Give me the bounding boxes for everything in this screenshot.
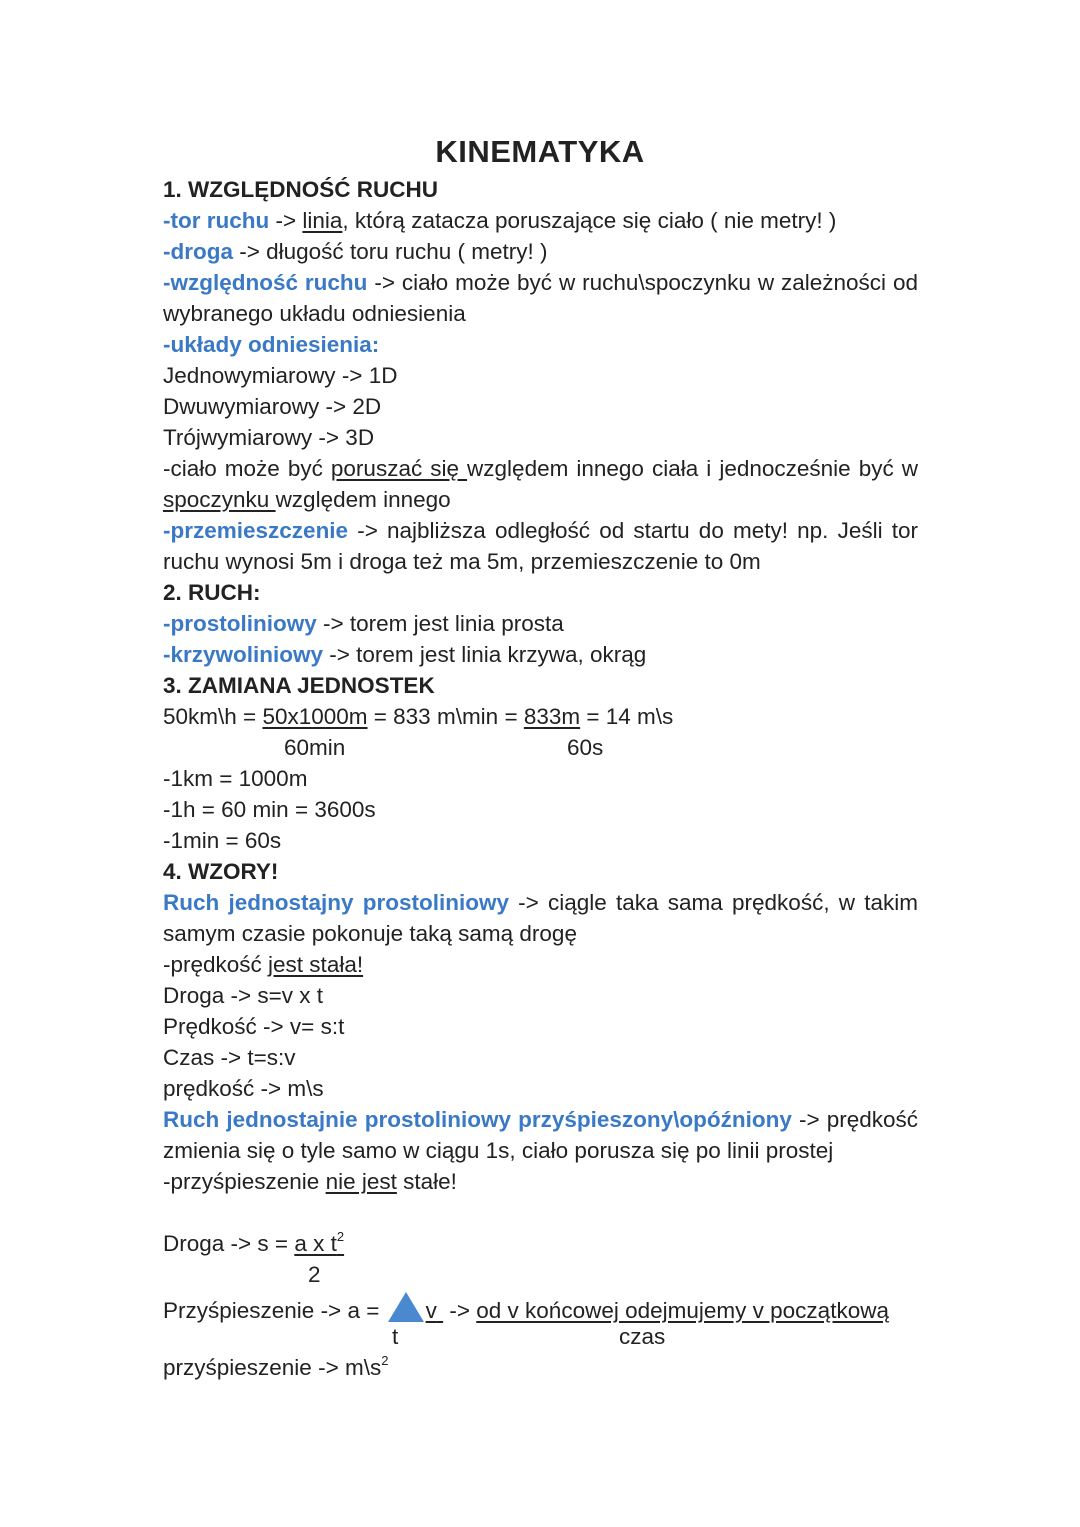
cialo-text-b: względem innego ciała i jednocześnie być w	[467, 456, 918, 481]
conversion-km: -1km = 1000m	[163, 766, 308, 791]
prostoliniowy-line	[163, 608, 918, 639]
fraction-denominator-1: 60min	[284, 735, 346, 760]
uklad-2d: Dwuwymiarowy -> 2D	[163, 394, 382, 419]
prostoliniowy-definition: -> torem jest linia prosta	[316, 611, 564, 636]
droga-formula-prefix: Droga -> s =	[163, 1231, 295, 1256]
wzglednosc-line	[163, 267, 918, 298]
term-przemieszczenie: -przemieszczenie	[163, 518, 349, 543]
ruch-jednostajny-line	[163, 887, 918, 918]
wzglednosc-definition: -> ciało może być w ruchu\spoczynku w zależności od	[367, 270, 919, 295]
delta-v-numerator	[386, 1298, 444, 1323]
uklad-3d: Trójwymiarowy -> 3D	[163, 425, 375, 450]
term-ruch-jednostajny: Ruch jednostajny prostoliniowy	[163, 890, 509, 915]
uklad-1d: Jednowymiarowy -> 1D	[163, 363, 398, 388]
term-krzywoliniowy: -krzywoliniowy	[163, 642, 324, 667]
droga-line	[163, 236, 918, 267]
tor-ruchu-definition: , którą zatacza poruszające się ciało ( nie metry! )	[342, 208, 837, 233]
przyspieszenie-text-b: stałe!	[396, 1169, 457, 1194]
predkosc-stala-line	[163, 949, 918, 980]
arrow-text: ->	[269, 208, 303, 233]
droga-numerator-text: a x t	[294, 1231, 337, 1256]
section-3-heading: 3. ZAMIANA JEDNOSTEK	[163, 673, 435, 698]
formula-predkosc: Prędkość -> v= s:t	[163, 1014, 345, 1039]
droga-definition: -> długość toru ruchu ( metry! )	[233, 239, 548, 264]
underlined-linia: linia	[302, 208, 343, 233]
section-1-heading: 1. WZGLĘDNOŚĆ RUCHU	[163, 177, 438, 202]
fraction-numerator-1: 50x1000m	[262, 704, 368, 729]
cialo-line	[163, 453, 918, 484]
underlined-poruszac-sie: poruszać się	[330, 456, 468, 481]
cialo-text-a: -ciało może być	[163, 456, 331, 481]
droga-formula-numerator	[294, 1228, 345, 1256]
unit-conversion-equation	[163, 701, 918, 732]
przyspieszenie-arrow: ->	[443, 1298, 477, 1323]
underlined-spoczynku: spoczynku	[163, 487, 276, 512]
term-wzglednosc-ruchu: -względność ruchu	[163, 270, 368, 295]
uklady-line	[163, 329, 918, 360]
unit-przyspieszenie-exponent: 2	[381, 1352, 389, 1368]
ruch-przyspieszony-line	[163, 1104, 918, 1135]
ruch-jednostajny-definition: -> ciągle taka sama prędkość, w takim	[508, 890, 919, 915]
krzywoliniowy-line	[163, 639, 918, 670]
przemieszczenie-definition: -> najbliższa odległość od startu do mety! np. Jeśli tor	[348, 518, 918, 543]
unit-przyspieszenie	[163, 1352, 918, 1383]
fraction-numerator-2: 833m	[523, 704, 581, 729]
wzglednosc-line-2: wybranego układu odniesienia	[163, 301, 466, 326]
przyspieszenie-denominator-czas: czas	[619, 1324, 666, 1349]
krzywoliniowy-definition: -> torem jest linia krzywa, okrąg	[323, 642, 647, 667]
formula-przyspieszenie	[163, 1290, 918, 1321]
przemieszczenie-line	[163, 515, 918, 546]
document-body	[163, 174, 918, 1383]
fraction-denominator-2: 60s	[567, 735, 604, 760]
term-tor-ruchu: -tor ruchu	[163, 208, 270, 233]
droga-formula-denominator: 2	[308, 1262, 321, 1287]
przyspieszenie-text-a: -przyśpieszenie	[163, 1169, 326, 1194]
page-title: KINEMATYKA	[435, 134, 645, 169]
equation-denominators	[163, 732, 918, 763]
term-uklady-odniesienia: -układy odniesienia:	[163, 332, 380, 357]
droga-exponent: 2	[336, 1228, 345, 1244]
underlined-jest-stala: jest stała!	[268, 952, 364, 977]
formula-czas: Czas -> t=s:v	[163, 1045, 296, 1070]
formula-droga-accelerated	[163, 1228, 918, 1259]
tor-ruchu-line	[163, 205, 918, 236]
cialo-text-c: względem innego	[275, 487, 451, 512]
przyspieszenie-niestale-line	[163, 1166, 918, 1197]
przyspieszenie-denominator-t: t	[392, 1324, 399, 1349]
spacer	[163, 1197, 918, 1228]
przemieszczenie-line-2: ruchu wynosi 5m i droga też ma 5m, przemieszczenie to 0m	[163, 549, 761, 574]
term-prostoliniowy: -prostoliniowy	[163, 611, 317, 636]
section-2-heading: 2. RUCH:	[163, 580, 261, 605]
term-droga: -droga	[163, 239, 233, 264]
ruch-jednostajny-line-2: samym czasie pokonuje taką samą drogę	[163, 921, 577, 946]
conversion-min: -1min = 60s	[163, 828, 282, 853]
predkosc-text: -prędkość	[163, 952, 269, 977]
formula-droga: Droga -> s=v x t	[163, 983, 324, 1008]
equation-part-a: 50km\h =	[163, 704, 263, 729]
droga-formula-denominator-row	[163, 1259, 918, 1290]
equation-part-c: = 14 m\s	[580, 704, 674, 729]
przyspieszenie-denominators	[163, 1321, 918, 1352]
conversion-h: -1h = 60 min = 3600s	[163, 797, 376, 822]
przyspieszenie-formula-prefix: Przyśpieszenie -> a =	[163, 1298, 386, 1323]
ruch-przyspieszony-line-2: zmienia się o tyle samo w ciągu 1s, ciało porusza się po linii prostej	[163, 1138, 834, 1163]
delta-v-letter: v	[425, 1298, 437, 1323]
unit-przyspieszenie-text: przyśpieszenie -> m\s	[163, 1355, 382, 1380]
cialo-line-2	[163, 484, 918, 515]
unit-predkosc: prędkość -> m\s	[163, 1076, 324, 1101]
underlined-nie-jest: nie jest	[325, 1169, 397, 1194]
equation-part-b: = 833 m\min =	[367, 704, 524, 729]
ruch-przyspieszony-arrow: -> prędkość	[791, 1107, 918, 1132]
delta-triangle-icon	[386, 1290, 426, 1324]
section-4-heading: 4. WZORY!	[163, 859, 279, 884]
term-ruch-przyspieszony: Ruch jednostajnie prostoliniowy przyśpieszony\opóźniony	[163, 1107, 792, 1132]
przyspieszenie-description: od v końcowej odejmujemy v początkową	[476, 1298, 889, 1323]
